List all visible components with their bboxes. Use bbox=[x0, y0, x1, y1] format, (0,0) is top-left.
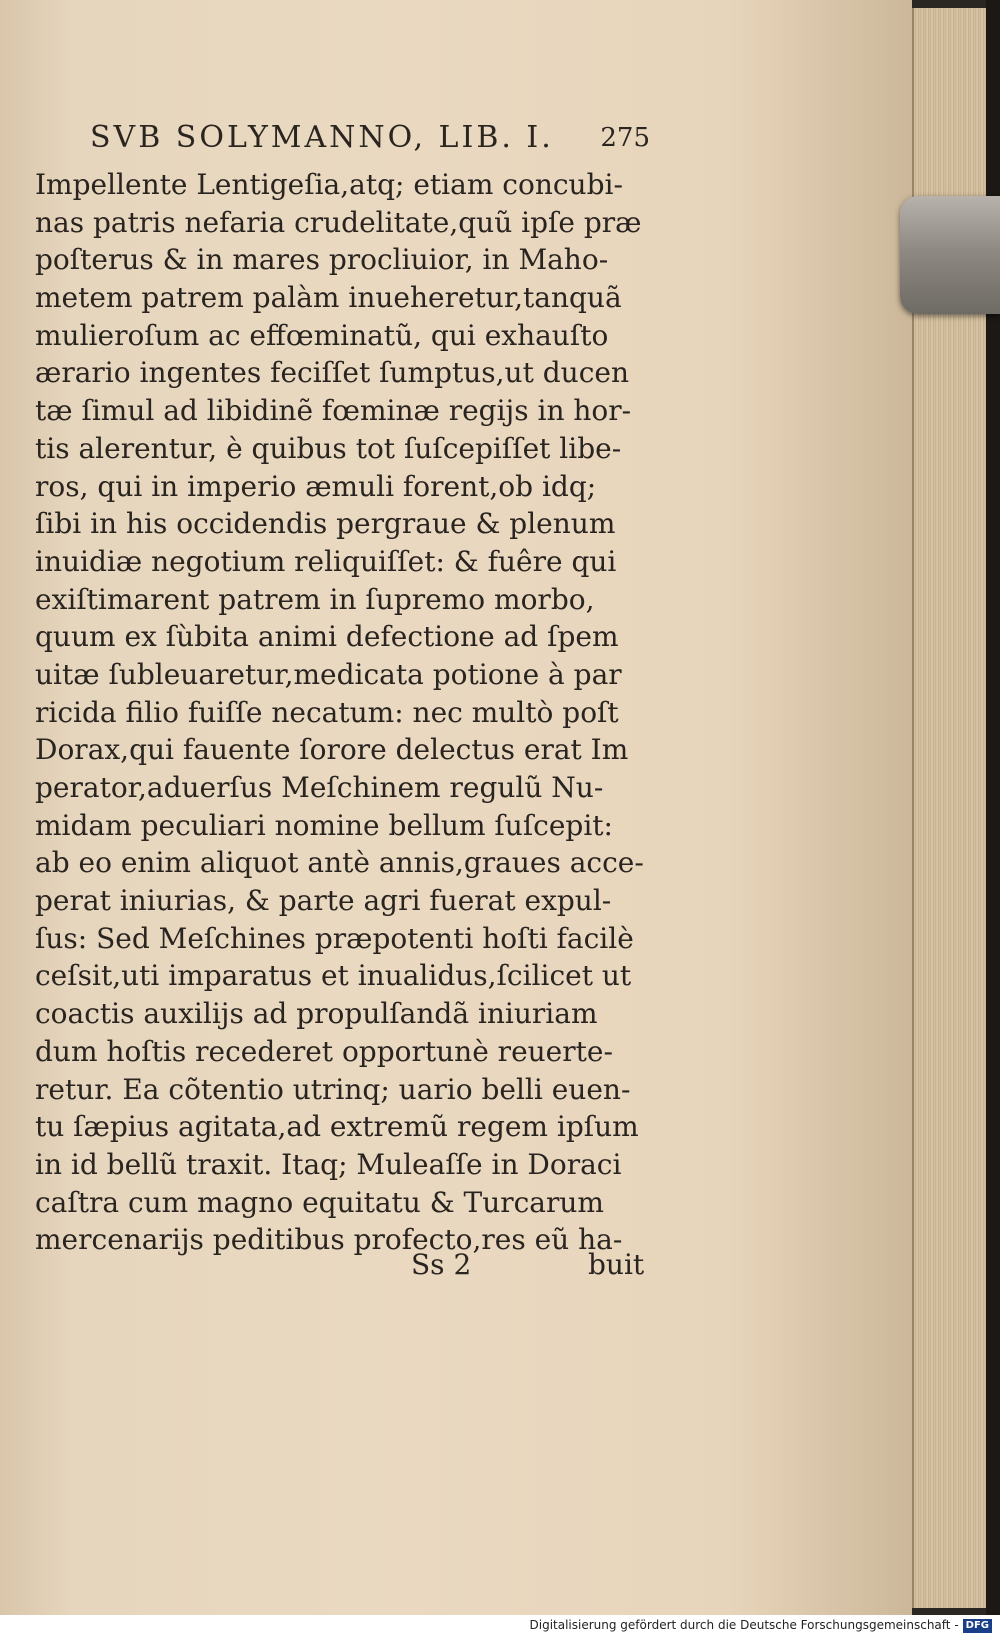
text-line: uitæ ſubleuaretur,medicata potione à par bbox=[35, 657, 622, 691]
page-clip bbox=[900, 196, 1000, 314]
text-line: inuidiæ negotium reliquiſſet: & fuêre qui bbox=[35, 544, 617, 578]
text-line: tu ſæpius agitata,ad extremũ regem ipſum bbox=[35, 1110, 639, 1144]
footer-credit bbox=[0, 1615, 1000, 1635]
running-title: SVB SOLYMANNO, LIB. I. bbox=[90, 120, 554, 155]
catchword: buit bbox=[588, 1248, 645, 1281]
text-line: perat iniurias, & parte agri fuerat expul- bbox=[35, 884, 612, 918]
text-line: ros, qui in imperio æmuli forent,ob idq; bbox=[35, 469, 597, 503]
text-line: in id bellũ traxit. Itaq; Muleaſſe in Doraci bbox=[35, 1147, 622, 1181]
text-line: mercenarijs peditibus profecto,res eũ ha- bbox=[35, 1223, 623, 1257]
text-line: Impellente Lentigeſia,atq; etiam concubi- bbox=[35, 168, 623, 201]
text-line: exiſtimarent patrem in ſupremo morbo, bbox=[35, 582, 595, 616]
text-line: ærario ingentes feciſſet ſumptus,ut ducen bbox=[35, 356, 629, 390]
text-line: tis alerentur, è quibus tot ſuſcepiſſet libe- bbox=[35, 431, 622, 465]
text-line: ceſsit,uti imparatus et inualidus,ſcilicet ut bbox=[35, 959, 632, 993]
text-line: poſterus & in mares procliuior, in Maho- bbox=[35, 243, 609, 277]
text-line: mulieroſum ac effœminatũ, qui exhauſto bbox=[35, 318, 609, 352]
text-line: midam peculiari nomine bellum ſuſcepit: bbox=[35, 808, 613, 842]
running-head bbox=[90, 116, 650, 160]
text-line: dum hoſtis recederet opportunè reuerte- bbox=[35, 1034, 613, 1068]
text-line: coactis auxilijs ad propulſandã iniuriam bbox=[35, 997, 598, 1031]
page-number: 275 bbox=[600, 123, 650, 153]
text-line: perator,aduerſus Meſchinem regulũ Nu- bbox=[35, 771, 604, 804]
text-line: ſus: Sed Meſchines præpotenti hoſti facilè bbox=[35, 921, 634, 955]
text-line: Dorax,qui fauente ſorore delectus erat Im bbox=[35, 733, 629, 767]
text-line: caſtra cum magno equitatu & Turcarum bbox=[35, 1185, 604, 1219]
text-line: nas patris nefaria crudelitate,quũ ipſe præ bbox=[35, 205, 642, 239]
text-line: tæ ſimul ad libidinẽ fœminæ regijs in hor- bbox=[35, 394, 632, 428]
text-line: retur. Ea cõtentio utrinq; uario belli euen- bbox=[35, 1072, 631, 1106]
text-line: ab eo enim aliquot antè annis,graues acce- bbox=[35, 846, 644, 880]
signature-mark: Ss 2 bbox=[411, 1248, 472, 1281]
text-line: ſibi in his occidendis pergraue & plenum bbox=[35, 507, 616, 541]
text-line: metem patrem palàm inueheretur,tanquã bbox=[35, 281, 622, 315]
text-line: ricida filio fuiſſe necatum: nec multò poſt bbox=[35, 695, 619, 729]
footer-text: Digitalisierung gefördert durch die Deutsche Forschungsgemeinschaft - bbox=[529, 1618, 959, 1632]
text-line: quum ex ſùbita animi defectione ad ſpem bbox=[35, 620, 619, 654]
body-text bbox=[35, 166, 655, 1259]
dfg-logo: DFG bbox=[963, 1619, 992, 1633]
